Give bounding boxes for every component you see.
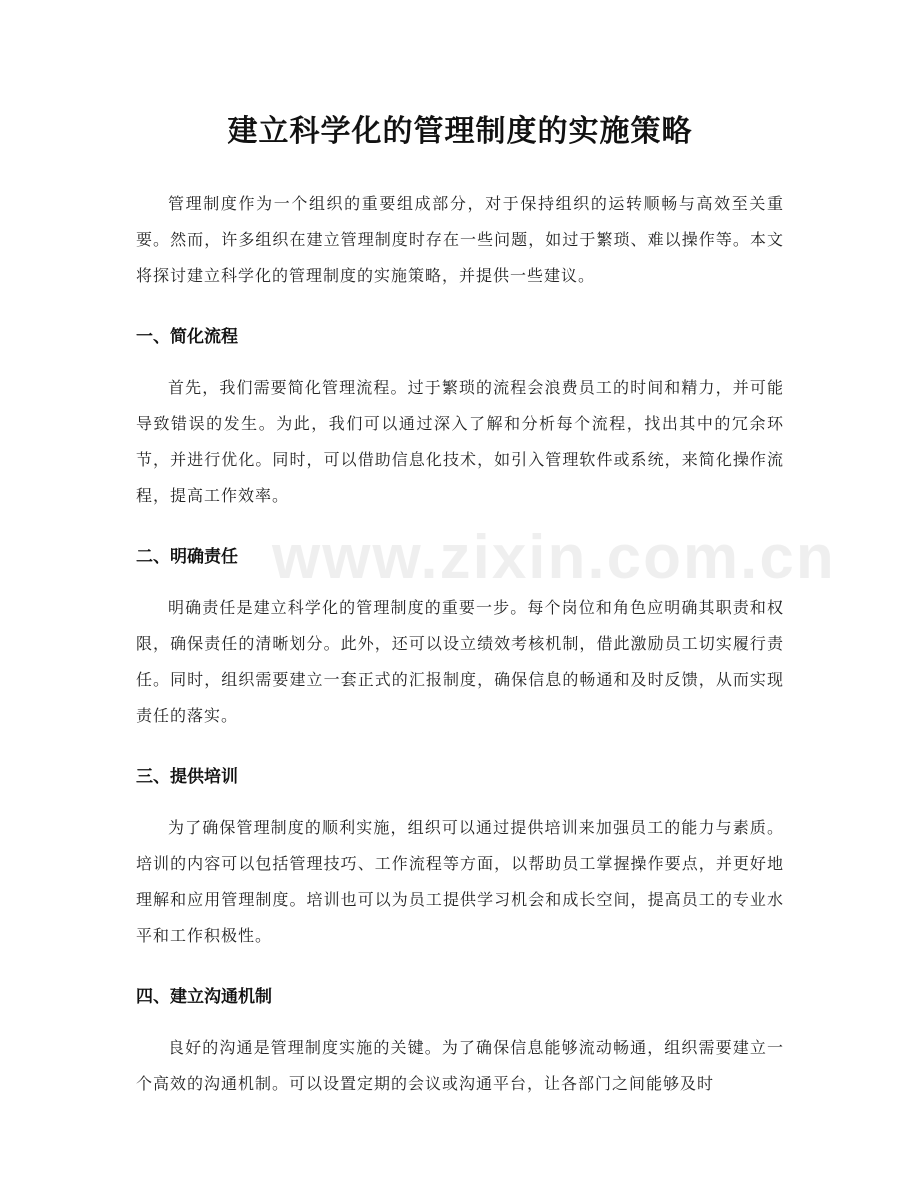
section-heading-4: 四、建立沟通机制: [136, 987, 272, 1007]
section-heading-2: 二、明确责任: [136, 547, 238, 567]
page-title: 建立科学化的管理制度的实施策略: [227, 114, 693, 149]
section-body-1: 首先，我们需要简化管理流程。过于繁琐的流程会浪费员工的时间和精力，并可能导致错误的发生。为此，我们可以通过深入了解和分析每个流程，找出其中的冗余环节，并进行优化。同时，可以借助信息化技术，如引入管理软件或系统，来简化操作流程，提高工作效率。: [136, 378, 784, 505]
section-body-2: 明确责任是建立科学化的管理制度的重要一步。每个岗位和角色应明确其职责和权限，确保责任的清晰划分。此外，还可以设立绩效考核机制，借此激励员工切实履行责任。同时，组织需要建立一套正式的汇报制度，确保信息的畅通和及时反馈，从而实现责任的落实。: [136, 598, 784, 725]
intro-paragraph: 管理制度作为一个组织的重要组成部分，对于保持组织的运转顺畅与高效至关重要。然而，许多组织在建立管理制度时存在一些问题，如过于繁琐、难以操作等。本文将探讨建立科学化的管理制度的实施策略，并提供一些建议。: [136, 194, 784, 285]
section-body-3: 为了确保管理制度的顺利实施，组织可以通过提供培训来加强员工的能力与素质。培训的内容可以包括管理技巧、工作流程等方面，以帮助员工掌握操作要点，并更好地理解和应用管理制度。培训也可以为员工提供学习机会和成长空间，提高员工的专业水平和工作积极性。: [136, 818, 784, 945]
section-heading-1: 一、简化流程: [136, 327, 238, 347]
section-heading-3: 三、提供培训: [136, 767, 238, 787]
watermark: www.zixin.com.cn: [272, 523, 836, 592]
section-body-4: 良好的沟通是管理制度实施的关键。为了确保信息能够流动畅通，组织需要建立一个高效的沟通机制。可以设置定期的会议或沟通平台，让各部门之间能够及时: [136, 1038, 784, 1093]
